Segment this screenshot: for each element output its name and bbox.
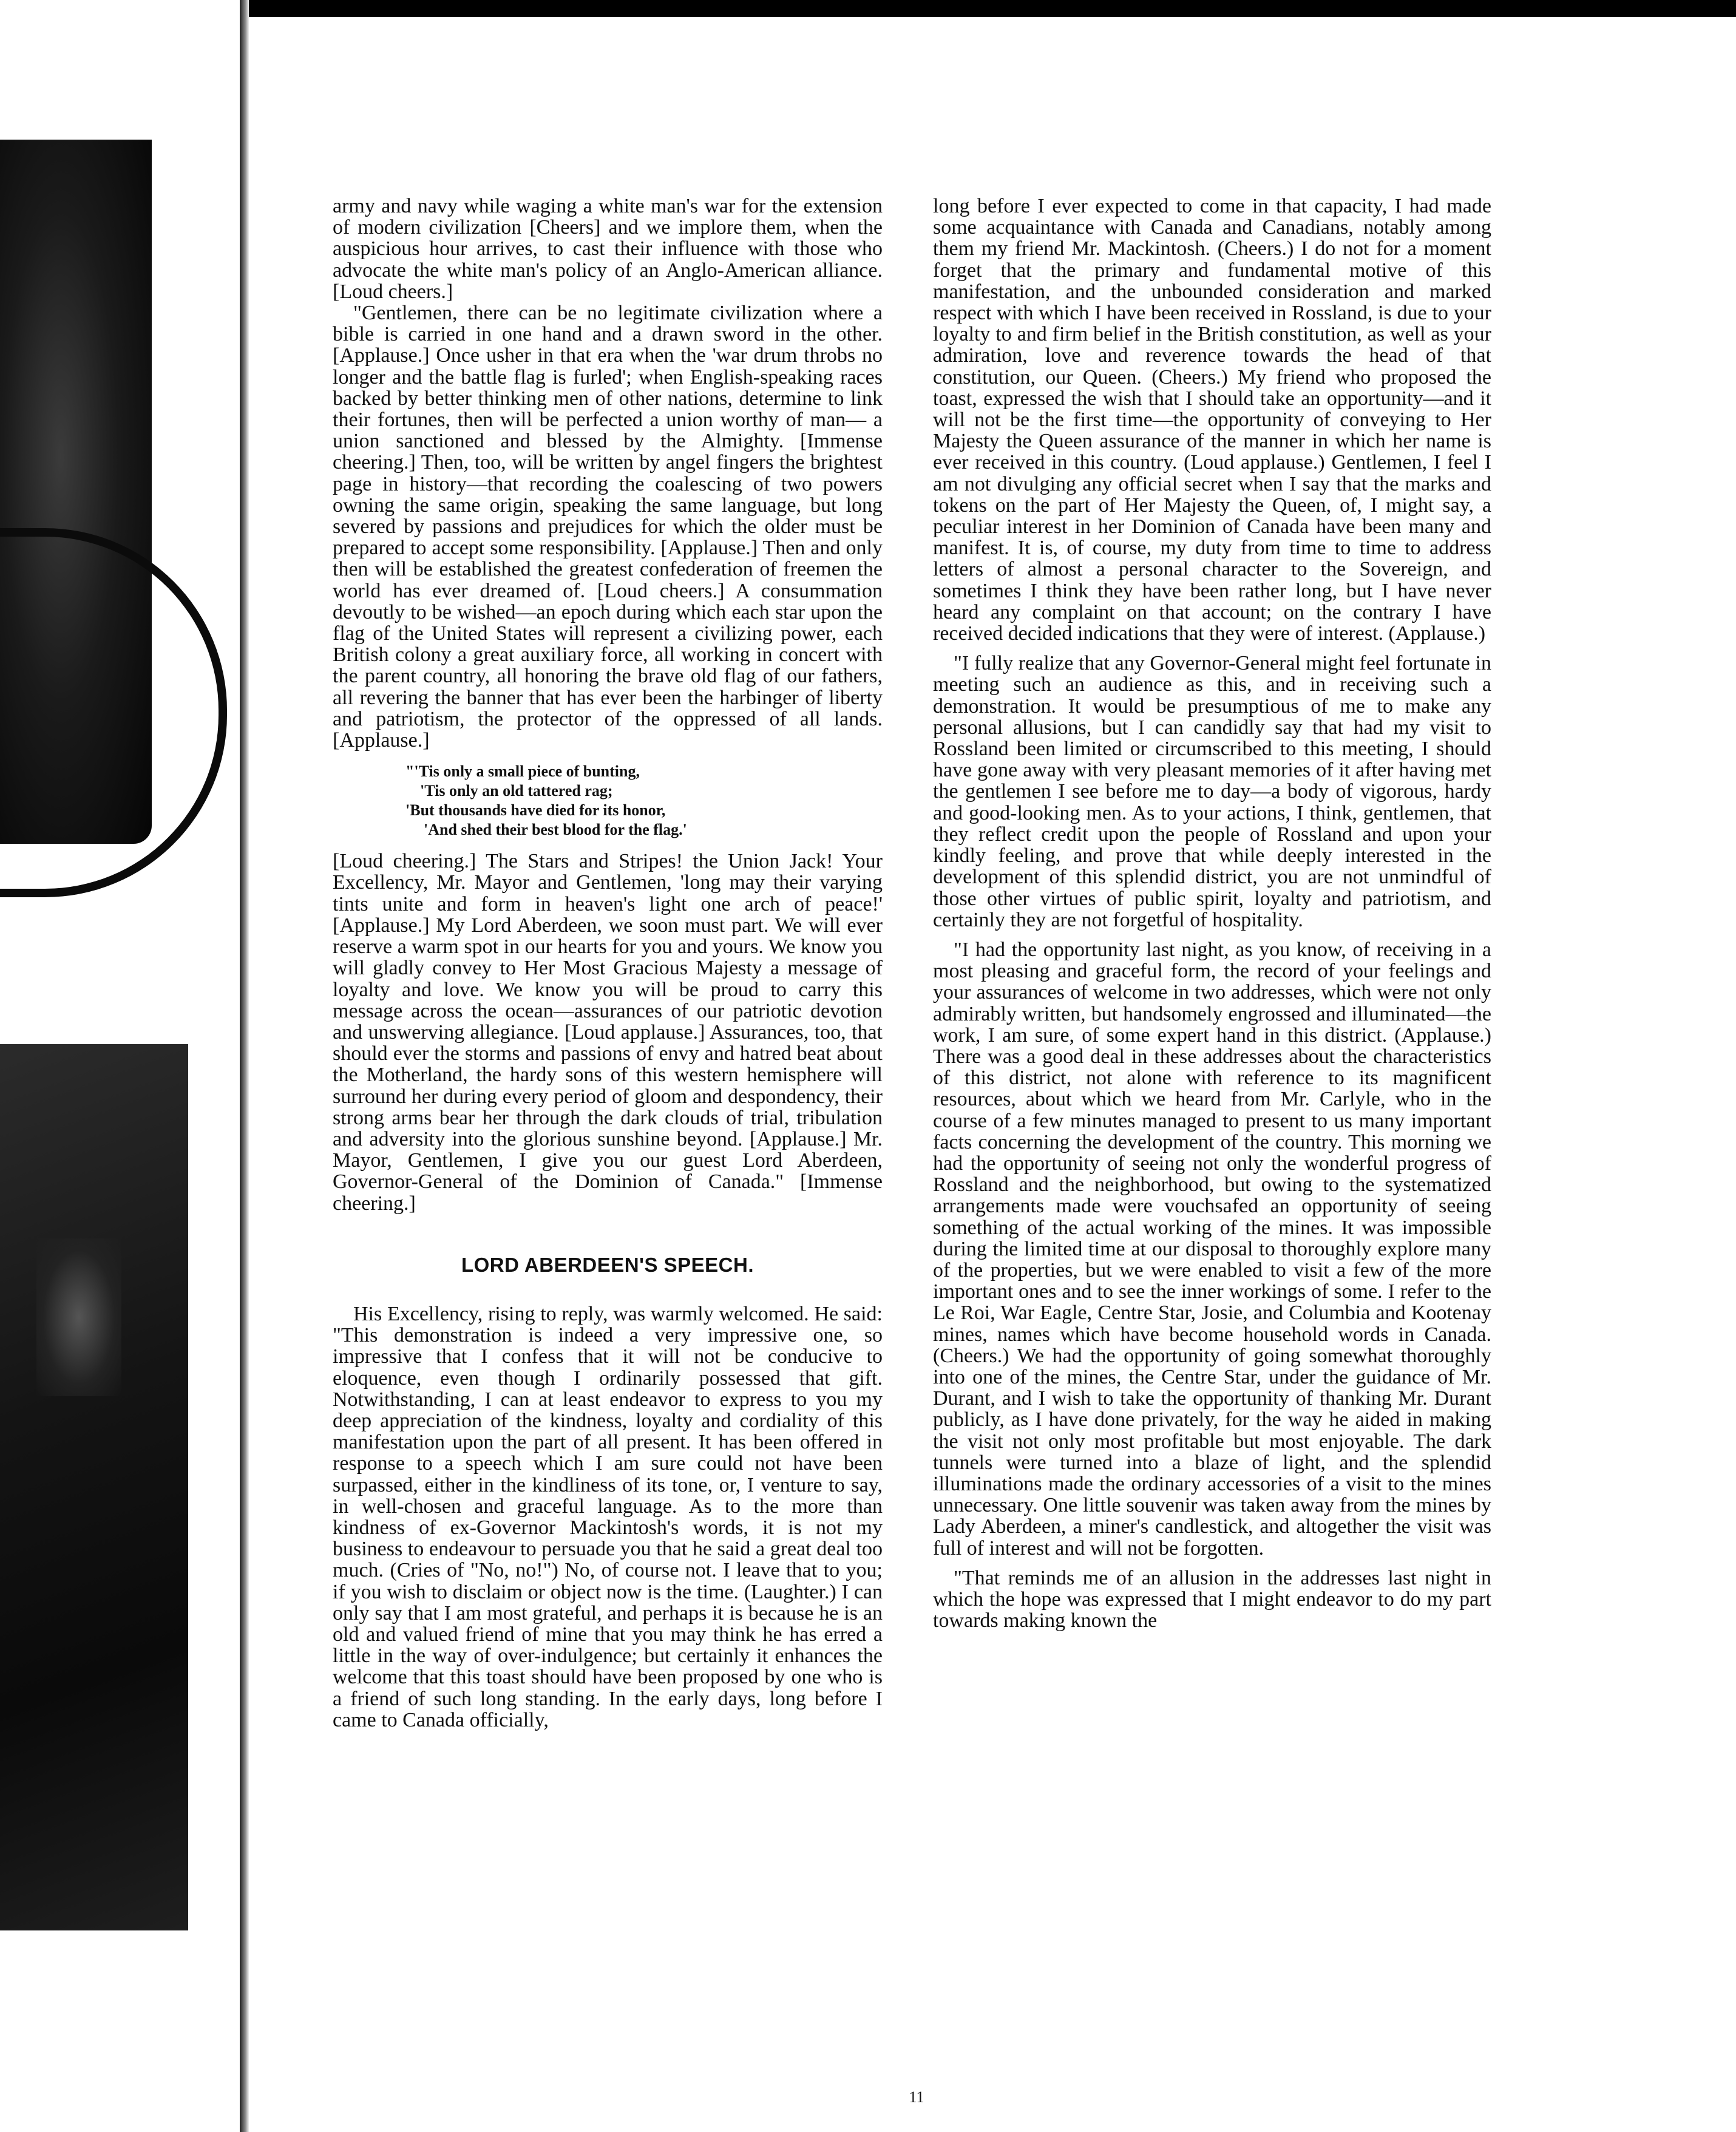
facing-page-ornament <box>0 528 227 897</box>
poem-line: 'But thousands have died for its honor, <box>405 801 666 820</box>
paragraph: long before I ever expected to come in that capacity, I had made some acquaintance with Canada and Canadians, notably among them my friend Mr. Mackintosh. (Cheers.) I do not for a moment forget that the primary and fundamental motive of this manifestation, and the unbounded consideration and marked respect with which I have been received in Rossland, is due to your loyalty to and firm belief in the British constitution, as well as your admiration, love and reverence towards the head of that constitution, our Queen. (Cheers.) My friend who proposed the toast, expressed the wish that I should take an opportunity—and it will not be the first time—the opportunity of conveying to Her Majesty the Queen assurance of the manner in which her name is ever received in this country. (Loud applause.) Gentlemen, I feel I am not divulging any official secret when I say that the marks and tokens on the part of Her Majesty the Queen, of, I might say, a peculiar interest in her Dominion of Canada have been many and manifest. It is, of course, my duty from time to time to address letters of almost a personal character to the Sovereign, and sometimes I think they have been rather long, but I have never heard any complaint on that account; on the contrary I have received decided indications that they were of interest. (Applause.) <box>933 195 1491 645</box>
poem-line: "'Tis only a small piece of bunting, <box>405 762 640 781</box>
poem-line: 'And shed their best blood for the flag.' <box>424 821 687 839</box>
section-heading: LORD ABERDEEN'S SPEECH. <box>461 1253 754 1276</box>
paragraph: His Excellency, rising to reply, was warmly welcomed. He said: "This demonstration is indeed a very impressive one, so impressive that I confess that it will not be conducive to eloquence, even though I ordinarily possessed that gift. Notwithstanding, I can at least endeavor to express to you my deep appreciation of the kindness, loyalty and cordiality of this manifestation upon the part of all present. It has been offered in response to a speech which I am sure could not have been surpassed, either in the kindliness of its tone, or, I venture to say, in well-chosen and graceful language. As to the more than kindness of ex-Governor Mackintosh's words, it is not my business to endeavour to persuade you that he said a great deal too much. (Cries of "No, no!") No, of course not. I leave that to you; if you wish to disclaim or object now is the time. (Laughter.) I can only say that I am most grateful, and perhaps it is because he is an old and valued friend of mine that you may think he has erred a little in the way of over-indulgence; but certainly it enhances the welcome that this toast should have been proposed by one who is a friend of such long standing. In the early days, long before I came to Canada officially, <box>333 1302 883 1731</box>
paragraph: "Gentlemen, there can be no legitimate civilization where a bible is carried in one hand and a drawn sword in the other. [Applause.] Once usher in that era when the 'war drum throbs no longer and the battle flag is furled'; when English-speaking races backed by better thinking men of other nations, determine to link their fortunes, then will be perfected a union worthy of man— a union sanctioned and blessed by the Almighty. [Immense cheering.] Then, too, will be written by angel fingers the brightest page in history—that recording the coalescing of two powers owning the same origin, speaking the same language, but long severed by passions and prejudices for which the older must be prepared to accept some responsibility. [Applause.] Then and only then will be established the greatest confederation of freemen the world has ever dreamed of. [Loud cheers.] A consummation devoutly to be wished—an epoch during which each star upon the flag of the United States will represent a civilizing power, each British colony a great auxiliary force, all working in concert with the parent country, all honoring the brave old flag of our fathers, all revering the banner that has ever been the harbinger of liberty and patriotism, the protector of the oppressed of all lands. [Applause.] <box>333 302 883 752</box>
right-column <box>933 195 1491 1631</box>
page-gutter <box>240 0 249 2132</box>
paragraph: "I had the opportunity last night, as you know, of receiving in a most pleasing and graceful form, the record of your feelings and your assurances of welcome in two addresses, which were not only admirably written, but handsomely engrossed and illuminated—the work, I am sure, of some expert hand in this district. (Applause.) There was a good deal in these addresses about the characteristics of this district, not alone with reference to its magnificent resources, about which we heard from Mr. Carlyle, who in the course of a few minutes managed to present to us many important facts concerning the development of the country. This morning we had the opportunity of seeing not only the wonderful progress of Rossland and the neighborhood, but owing to the systematized arrangements made were vouchsafed an opportunity of seeing something of the actual working of the mines. It was impossible during the limited time at our disposal to thoroughly explore many of the properties, but we were enabled to visit a few of the more important ones and to see the inner workings of some. I refer to the Le Roi, War Eagle, Centre Star, Josie, and Columbia and Kootenay mines, names which have become household words in Canada. (Cheers.) We had the opportunity of going somewhat thoroughly into one of the mines, the Centre Star, under the guidance of Mr. Durant, and I wish to take the opportunity of thanking Mr. Durant publicly, as I have done privately, for the way he aided in making the visit not only most profitable but most enjoyable. The dark tunnels were turned into a blaze of light, and the splendid illuminations made the ordinary accessories of a visit to the mines unnecessary. One little souvenir was taken away from the mines by Lady Aberdeen, a miner's candlestick, and altogether the visit was full of interest and will not be forgotten. <box>933 938 1491 1560</box>
facing-page-strip <box>0 0 249 2132</box>
poem-line: 'Tis only an old tattered rag; <box>420 782 613 800</box>
paragraph: [Loud cheering.] The Stars and Stripes! the Union Jack! Your Excellency, Mr. Mayor and Gentlemen, 'long may their varying tints unite and form in heaven's light one arch of peace!' [Applause.] My Lord Aberdeen, we soon must part. We will ever reserve a warm spot in our hearts for you and yours. We know you will gladly convey to Her Most Gracious Majesty a message of loyalty and love. We know you will be proud to carry this message across the ocean—assurances of our patriotic devotion and unswerving allegiance. [Loud applause.] Assurances, too, that should ever the storms and passions of envy and hatred beat about the Motherland, the hardy sons of this western hemisphere will surround her during every period of gloom and despondency, their strong arms bear her through the dark clouds of trial, tribulation and adversity into the glorious sunshine beyond. [Applause.] Mr. Mayor, Gentlemen, I give you our guest Lord Aberdeen, Governor-General of the Dominion of Canada." [Immense cheering.] <box>333 850 883 1215</box>
paragraph: "I fully realize that any Governor-General might feel fortunate in meeting such an audience as this, and in receiving such a demonstration. It would be presumptious of me to make any personal allusions, but I can candidly say that had my visit to Rossland been limited or circumscribed to this meeting, I should have gone away with very pleasant memories of it after having met the gentlemen I see before me to day—a body of vigorous, hardy and good-looking men. As to your actions, I think, gentlemen, that they reflect credit upon the people of Rossland and upon your kindly feeling, and prove that while deeply interested in the development of this splendid district, you are not unmindful of those other virtues of public spirit, loyalty and patriotism, and certainly they are not forgetful of hospitality. <box>933 652 1491 931</box>
paragraph: army and navy while waging a white man's war for the extension of modern civilization [Cheers] and we implore them, when the auspicious hour arrives, to cast their influence with those who advocate the white man's policy of an Anglo-American alliance. [Loud cheers.] <box>333 195 883 303</box>
page-number: 11 <box>909 2088 924 2106</box>
left-column <box>333 195 883 1731</box>
facing-page-photo-bottom <box>0 1044 188 1930</box>
poem-quote <box>405 762 883 840</box>
paragraph: "That reminds me of an allusion in the addresses last night in which the hope was expressed that I might endeavor to do my part towards making known the <box>933 1566 1491 1632</box>
